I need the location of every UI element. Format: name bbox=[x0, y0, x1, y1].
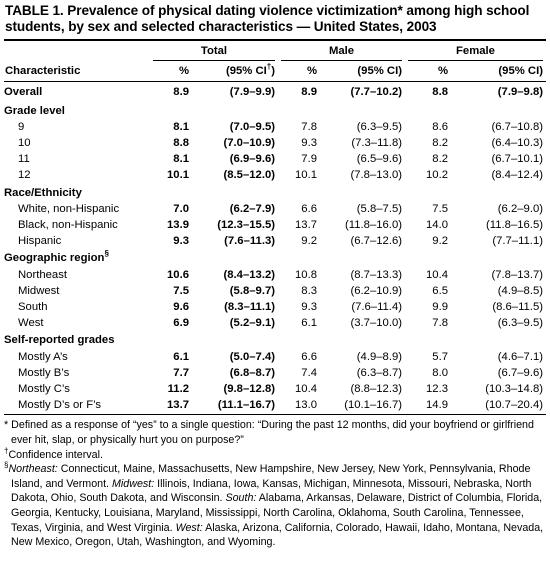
dagger-mark: † bbox=[266, 62, 272, 72]
group-total: Total bbox=[153, 43, 275, 61]
col-total-pct: % bbox=[150, 62, 192, 82]
table-row: 11 8.1 (6.9–9.6) 7.9 (6.5–9.6) 8.2 (6.7–10.1) bbox=[18, 153, 543, 166]
table-row: 9 8.1 (7.0–9.5) 7.8 (6.3–9.5) 8.6 (6.7–10.8) bbox=[18, 120, 543, 133]
table-row: Mostly C’s 11.2 (9.8–12.8) 10.4 (8.8–12.3) 12.3 (10.3–14.8) bbox=[18, 383, 543, 396]
group-male: Male bbox=[281, 43, 402, 61]
prevalence-table bbox=[4, 39, 546, 415]
table-row-overall: Overall 8.9 (7.9–9.9) 8.9 (7.7–10.2) 8.8 (7.9–9.8) bbox=[4, 86, 543, 99]
table-row: Mostly B’s 7.7 (6.8–8.7) 7.4 (6.3–8.7) 8.0 (6.7–9.6) bbox=[18, 366, 543, 379]
section-self-reported-grades: Self-reported grades bbox=[4, 334, 115, 347]
table-title: TABLE 1. Prevalence of physical dating violence victimization* among high school students, by sex and selected characteristics — United States, 2003 bbox=[5, 3, 530, 34]
table-row: Mostly A’s 6.1 (5.0–7.4) 6.6 (4.9–8.9) 5.7 (4.6–7.1) bbox=[18, 350, 543, 363]
table-row: White, non-Hispanic 7.0 (6.2–7.9) 6.6 (5.8–7.5) 7.5 (6.2–9.0) bbox=[18, 202, 543, 215]
section-grade-level: Grade level bbox=[4, 104, 65, 117]
table-row: Northeast 10.6 (8.4–13.2) 10.8 (8.7–13.3) 10.4 (7.8–13.7) bbox=[18, 268, 543, 281]
col-characteristic: Characteristic bbox=[4, 62, 150, 82]
table-row: Mostly D’s or F’s 13.7 (11.1–16.7) 13.0 (10.1–16.7) 14.9 (10.7–20.4) bbox=[4, 397, 546, 415]
table-row: 10 8.8 (7.0–10.9) 9.3 (7.3–11.8) 8.2 (6.4–10.3) bbox=[18, 137, 543, 150]
table-row: Black, non-Hispanic 13.9 (12.3–15.5) 13.7 (11.8–16.0) 14.0 (11.8–16.5) bbox=[18, 219, 543, 232]
col-male-ci: (95% CI) bbox=[320, 62, 405, 82]
section-geographic-region: Geographic region§ bbox=[4, 249, 109, 265]
group-header-row bbox=[4, 40, 546, 62]
table-row: 12 10.1 (8.5–12.0) 10.1 (7.8–13.0) 10.2 (8.4–12.4) bbox=[18, 169, 543, 182]
table-row: West 6.9 (5.2–9.1) 6.1 (3.7–10.0) 7.8 (6.3–9.5) bbox=[18, 317, 543, 330]
section-race-ethnicity: Race/Ethnicity bbox=[4, 186, 82, 199]
col-female-ci: (95% CI) bbox=[451, 62, 546, 82]
table-row: Hispanic 9.3 (7.6–11.3) 9.2 (6.7–12.6) 9.2 (7.7–11.1) bbox=[18, 235, 543, 248]
footnote-regions: §Northeast: Connecticut, Maine, Massachusetts, New Hampshire, New Jersey, New York, Pennsylvania, Rhode Island, and Vermont. Midwest: Illinois, Indiana, Iowa, Kansas, Michigan, Minnesota, Missouri, Nebraska, North Dakota, Ohio, South Dakota, and Wisconsin. South: Alabama, Arkansas, Delaware, District of Columbia, Florida, Georgia, Kentucky, Louisiana, Maryland, Mississippi, North Carolina, Oklahoma, South Carolina, Tennessee, Texas, Virginia, and West Virginia. West: Alaska, Arizona, California, Colorado, Hawaii, Idaho, Montana, Nevada, New Mexico, Oregon, Utah, Washington, and Wyoming. bbox=[4, 460, 544, 549]
section-mark: § bbox=[104, 249, 109, 259]
col-total-ci: (95% CI†) bbox=[192, 62, 278, 82]
group-female: Female bbox=[408, 43, 543, 61]
table-row: South 9.6 (8.3–11.1) 9.3 (7.6–11.4) 9.9 (8.6–11.5) bbox=[18, 301, 543, 314]
column-header-row bbox=[4, 62, 546, 82]
footnote-dagger: †Confidence interval. bbox=[4, 446, 103, 461]
footnote-star: * Defined as a response of “yes” to a single question: “During the past 12 months, did your boyfriend or girlfriend ever hit, slap, or physically hurt you on purpose?” bbox=[4, 419, 534, 447]
col-male-pct: % bbox=[278, 62, 320, 82]
table-row: Midwest 7.5 (5.8–9.7) 8.3 (6.2–10.9) 6.5 (4.9–8.5) bbox=[18, 284, 543, 297]
footnotes bbox=[4, 418, 546, 549]
col-female-pct: % bbox=[405, 62, 451, 82]
